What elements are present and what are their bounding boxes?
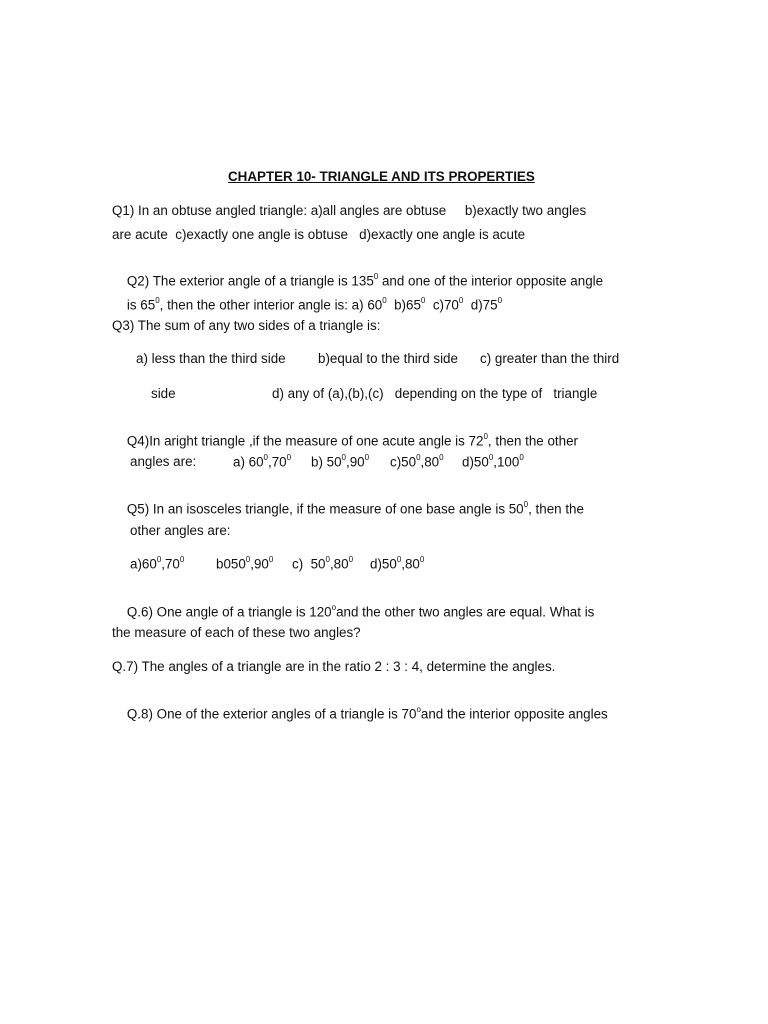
q2-stem-b: and one of the interior opposite angle — [378, 273, 604, 289]
q4-b-part1: b) 50 — [311, 454, 342, 470]
q4-option-a — [233, 455, 291, 469]
q2-part-d: c)70 — [425, 297, 459, 313]
q3-option-c-cont: side — [151, 386, 176, 401]
q8-part-b: and the interior opposite angles — [420, 706, 608, 722]
degree-sup: 0 — [325, 555, 330, 564]
q8-line — [112, 694, 608, 735]
q3-stem: Q3) The sum of any two sides of a triangle is: — [112, 318, 381, 333]
q4-stem-a: Q4)In aright triangle ,if the measure of one acute angle is 72 — [126, 433, 484, 449]
q5-option-a — [130, 557, 184, 571]
degree-sup: 0 — [155, 296, 160, 306]
q6-part-a: Q.6) One angle of a triangle is 120 — [126, 604, 332, 620]
q3-option-c: c) greater than the third — [480, 351, 620, 366]
q3-option-d: d) any of (a),(b),(c) depending on the type of triangle — [272, 386, 598, 401]
degree-sup: 0 — [419, 555, 425, 564]
q5-option-c — [292, 557, 353, 571]
q3-option-b: b)equal to the third side — [318, 351, 458, 366]
q2-part-b: , then the other interior angle is: a) 60 — [159, 297, 383, 313]
degree-sup: 0 — [519, 453, 524, 462]
q5-d-part1: d)50 — [370, 556, 397, 572]
degree-sup: 0 — [263, 453, 268, 462]
q5-c-part2: ,80 — [329, 556, 349, 572]
degree-sup: 0 — [286, 453, 292, 462]
q2-part-a: is 65 — [126, 297, 156, 313]
q4-option-d — [462, 455, 524, 469]
degree-sup: 0 — [373, 272, 379, 282]
degree-sup: 0 — [483, 432, 488, 442]
q5-b-part2: ,90 — [250, 556, 269, 572]
degree-sup: 0 — [523, 500, 529, 510]
q4-c-part2: ,80 — [420, 454, 440, 470]
degree-sup: 0 — [179, 555, 185, 564]
q5-a-part1: a)60 — [130, 556, 157, 572]
degree-sup: 0 — [396, 555, 402, 564]
q4-options-label: angles are: — [130, 454, 197, 469]
degree-sup: 0 — [348, 555, 354, 564]
q5-option-b — [216, 557, 273, 571]
chapter-title: CHAPTER 10- TRIANGLE AND ITS PROPERTIES — [228, 169, 535, 184]
q6-part-b: and the other two angles are equal. What is — [336, 604, 595, 620]
q4-option-c — [390, 455, 444, 469]
degree-sup: 0 — [268, 555, 274, 564]
q4-a-part1: a) 60 — [233, 454, 264, 470]
q1-line-1: Q1) In an obtuse angled triangle: a)all angles are obtuse b)exactly two angles — [112, 203, 587, 218]
q5-stem-a: Q5) In an isosceles triangle, if the measure of one base angle is 50 — [126, 501, 524, 517]
q7-line: Q.7) The angles of a triangle are in the ratio 2 : 3 : 4, determine the angles. — [112, 659, 556, 674]
q4-option-b — [311, 455, 369, 469]
q4-a-part2: ,70 — [267, 454, 287, 470]
degree-sup: o — [331, 603, 337, 613]
degree-sup: 0 — [364, 453, 370, 462]
q3-option-a: a) less than the third side — [136, 351, 286, 366]
q5-d-part2: ,80 — [401, 556, 420, 572]
q5-c-part1: c) 50 — [292, 556, 326, 572]
q2-part-e: d)75 — [463, 297, 498, 313]
degree-sup: 0 — [156, 555, 162, 564]
degree-sup: 0 — [458, 296, 464, 306]
degree-sup: 0 — [420, 296, 426, 306]
q1-line-2: are acute c)exactly one angle is obtuse d)exactly one angle is acute — [112, 227, 526, 242]
degree-sup: 0 — [416, 453, 421, 462]
q5-stem-b: , then the — [528, 501, 584, 517]
q5-b-part1: b050 — [216, 556, 246, 572]
degree-sup: 0 — [341, 453, 346, 462]
degree-sup: 0 — [245, 555, 251, 564]
q2-stem-a: Q2) The exterior angle of a triangle is 135 — [126, 273, 374, 289]
q5-option-d — [370, 557, 424, 571]
q8-part-a: Q.8) One of the exterior angles of a triangle is 70 — [126, 706, 417, 722]
q5-stem-line-2: other angles are: — [130, 523, 231, 538]
q4-c-part1: c)50 — [390, 454, 417, 470]
q6-line-2: the measure of each of these two angles? — [112, 625, 361, 640]
q4-b-part2: ,90 — [345, 454, 365, 470]
degree-sup: 0 — [497, 296, 503, 306]
q4-stem-b: , then the other — [487, 433, 578, 449]
q2-part-c: b)65 — [386, 297, 421, 313]
degree-sup: 0 — [439, 453, 444, 462]
q5-a-part2: ,70 — [161, 556, 180, 572]
q4-d-part2: ,100 — [493, 454, 520, 470]
degree-sup: 0 — [488, 453, 494, 462]
degree-sup: 0 — [382, 296, 387, 306]
q4-d-part1: d)50 — [462, 454, 489, 470]
degree-sup: o — [416, 705, 421, 715]
